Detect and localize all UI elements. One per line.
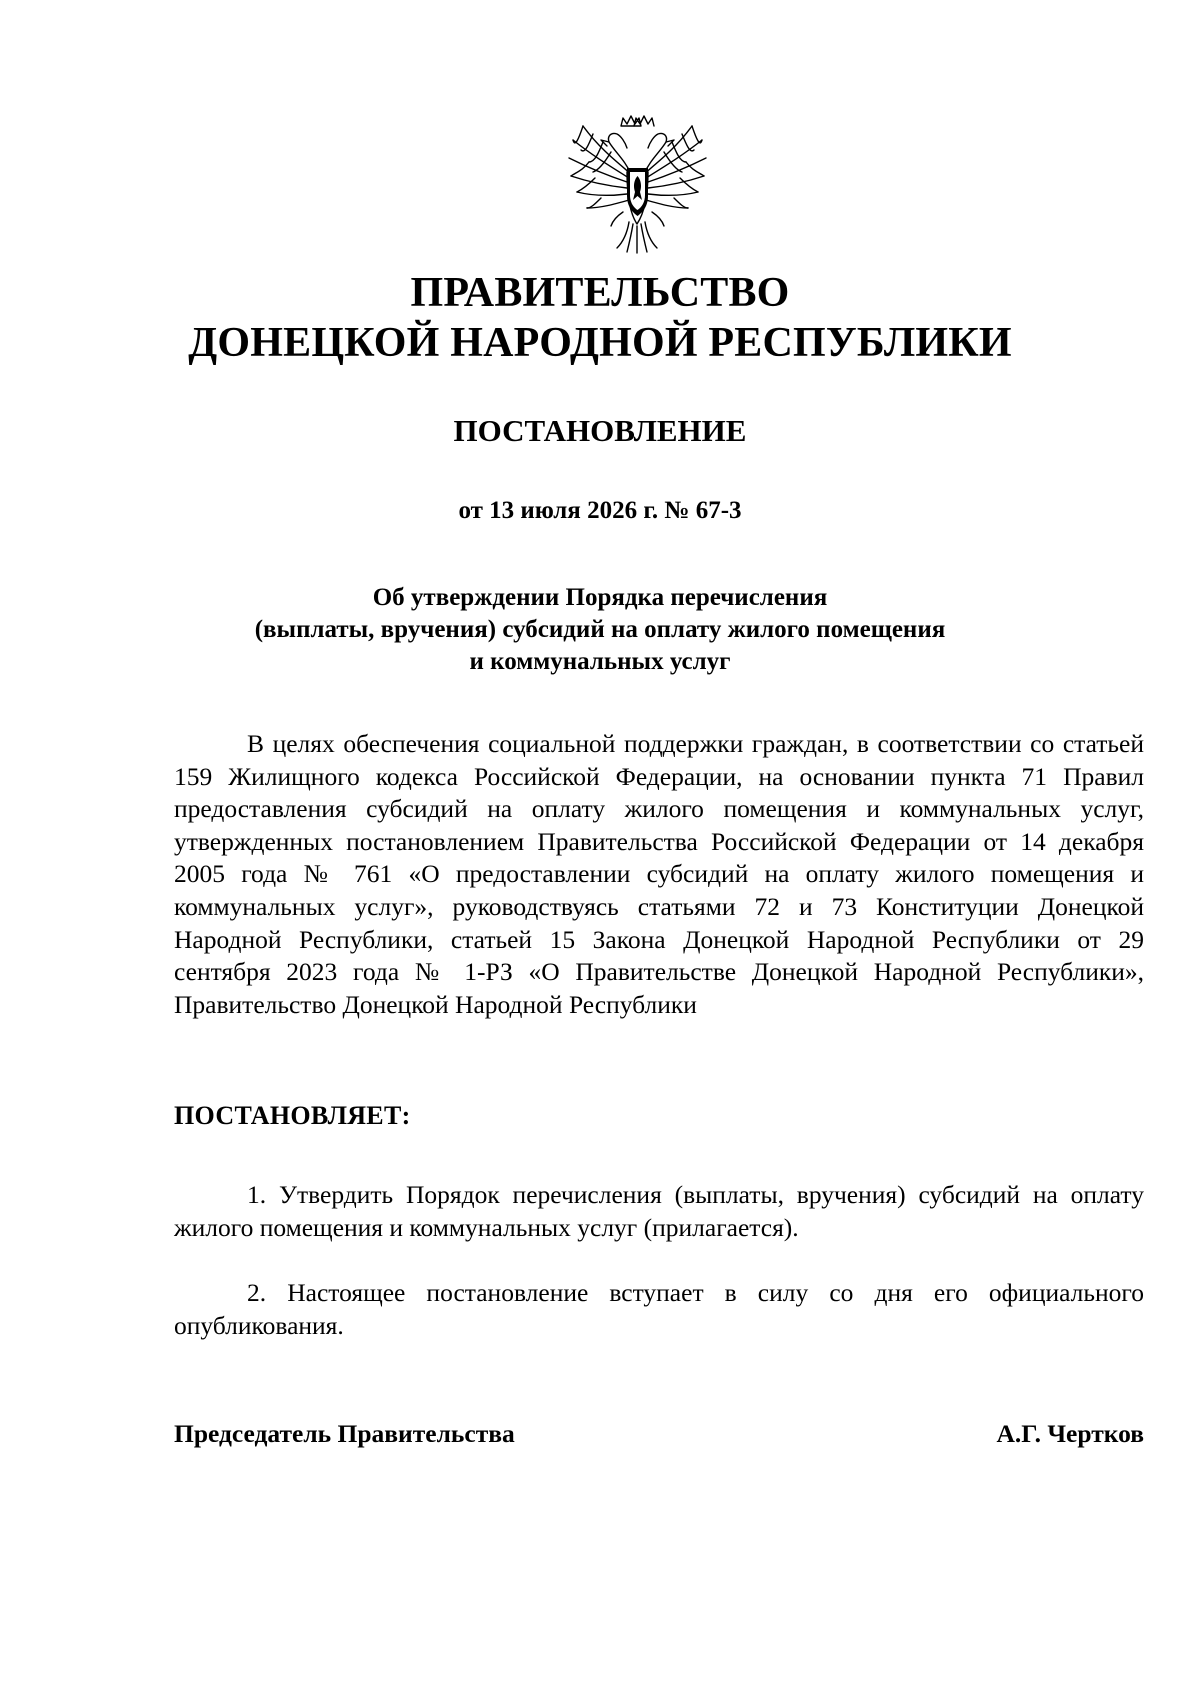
decree-point-1: 1. Утвердить Порядок перечисления (выплаты, вручения) субсидий на оплату жилого помещения и коммунальных услуг (прилагается). (174, 1180, 1144, 1242)
document-type: ПОСТАНОВЛЕНИЕ (453, 413, 747, 448)
coat-of-arms-icon (565, 112, 710, 254)
document-subject (0, 582, 1200, 678)
subject-line3: и коммунальных услуг (469, 648, 731, 675)
subject-line2: (выплаты, вручения) субсидий на оплату жилого помещения (254, 616, 946, 643)
government-title-line1: ПРАВИТЕЛЬСТВО (410, 270, 790, 316)
government-title-line2: ДОНЕЦКОЙ НАРОДНОЙ РЕСПУБЛИКИ (188, 320, 1012, 366)
preamble-paragraph: В целях обеспечения социальной поддержки граждан, в соответствии со статьей 159 Жилищного кодекса Российской Федерации, на основании пункта 71 Правил предоставления субсидий на оплату жилого помещения и коммунальных услуг, утвержденных постановлением Правительства Российской Федерации от 14 декабря 2005 года № 761 «О предоставлении субсидий на оплату жилого помещения и коммунальных услуг», руководствуясь статьями 72 и 73 Конституции Донецкой Народной Республики, статьей 15 Закона Донецкой Народной Республики от 29 сентября 2023 года № 1-РЗ «О Правительстве Донецкой Народной Республики», Правительство Донецкой Народной Республики (174, 729, 1144, 1019)
government-title (0, 268, 1200, 368)
decree-point-2: 2. Настоящее постановление вступает в силу со дня его официального опубликования. (174, 1278, 1144, 1340)
decree-heading: ПОСТАНОВЛЯЕТ: (174, 1101, 411, 1130)
document-date-number: от 13 июля 2026 г. № 67-3 (458, 497, 742, 524)
subject-line1: Об утверждении Порядка перечисления (372, 584, 828, 611)
signatory-name: А.Г. Чертков (996, 1419, 1144, 1448)
signatory-position: Председатель Правительства (174, 1419, 515, 1448)
